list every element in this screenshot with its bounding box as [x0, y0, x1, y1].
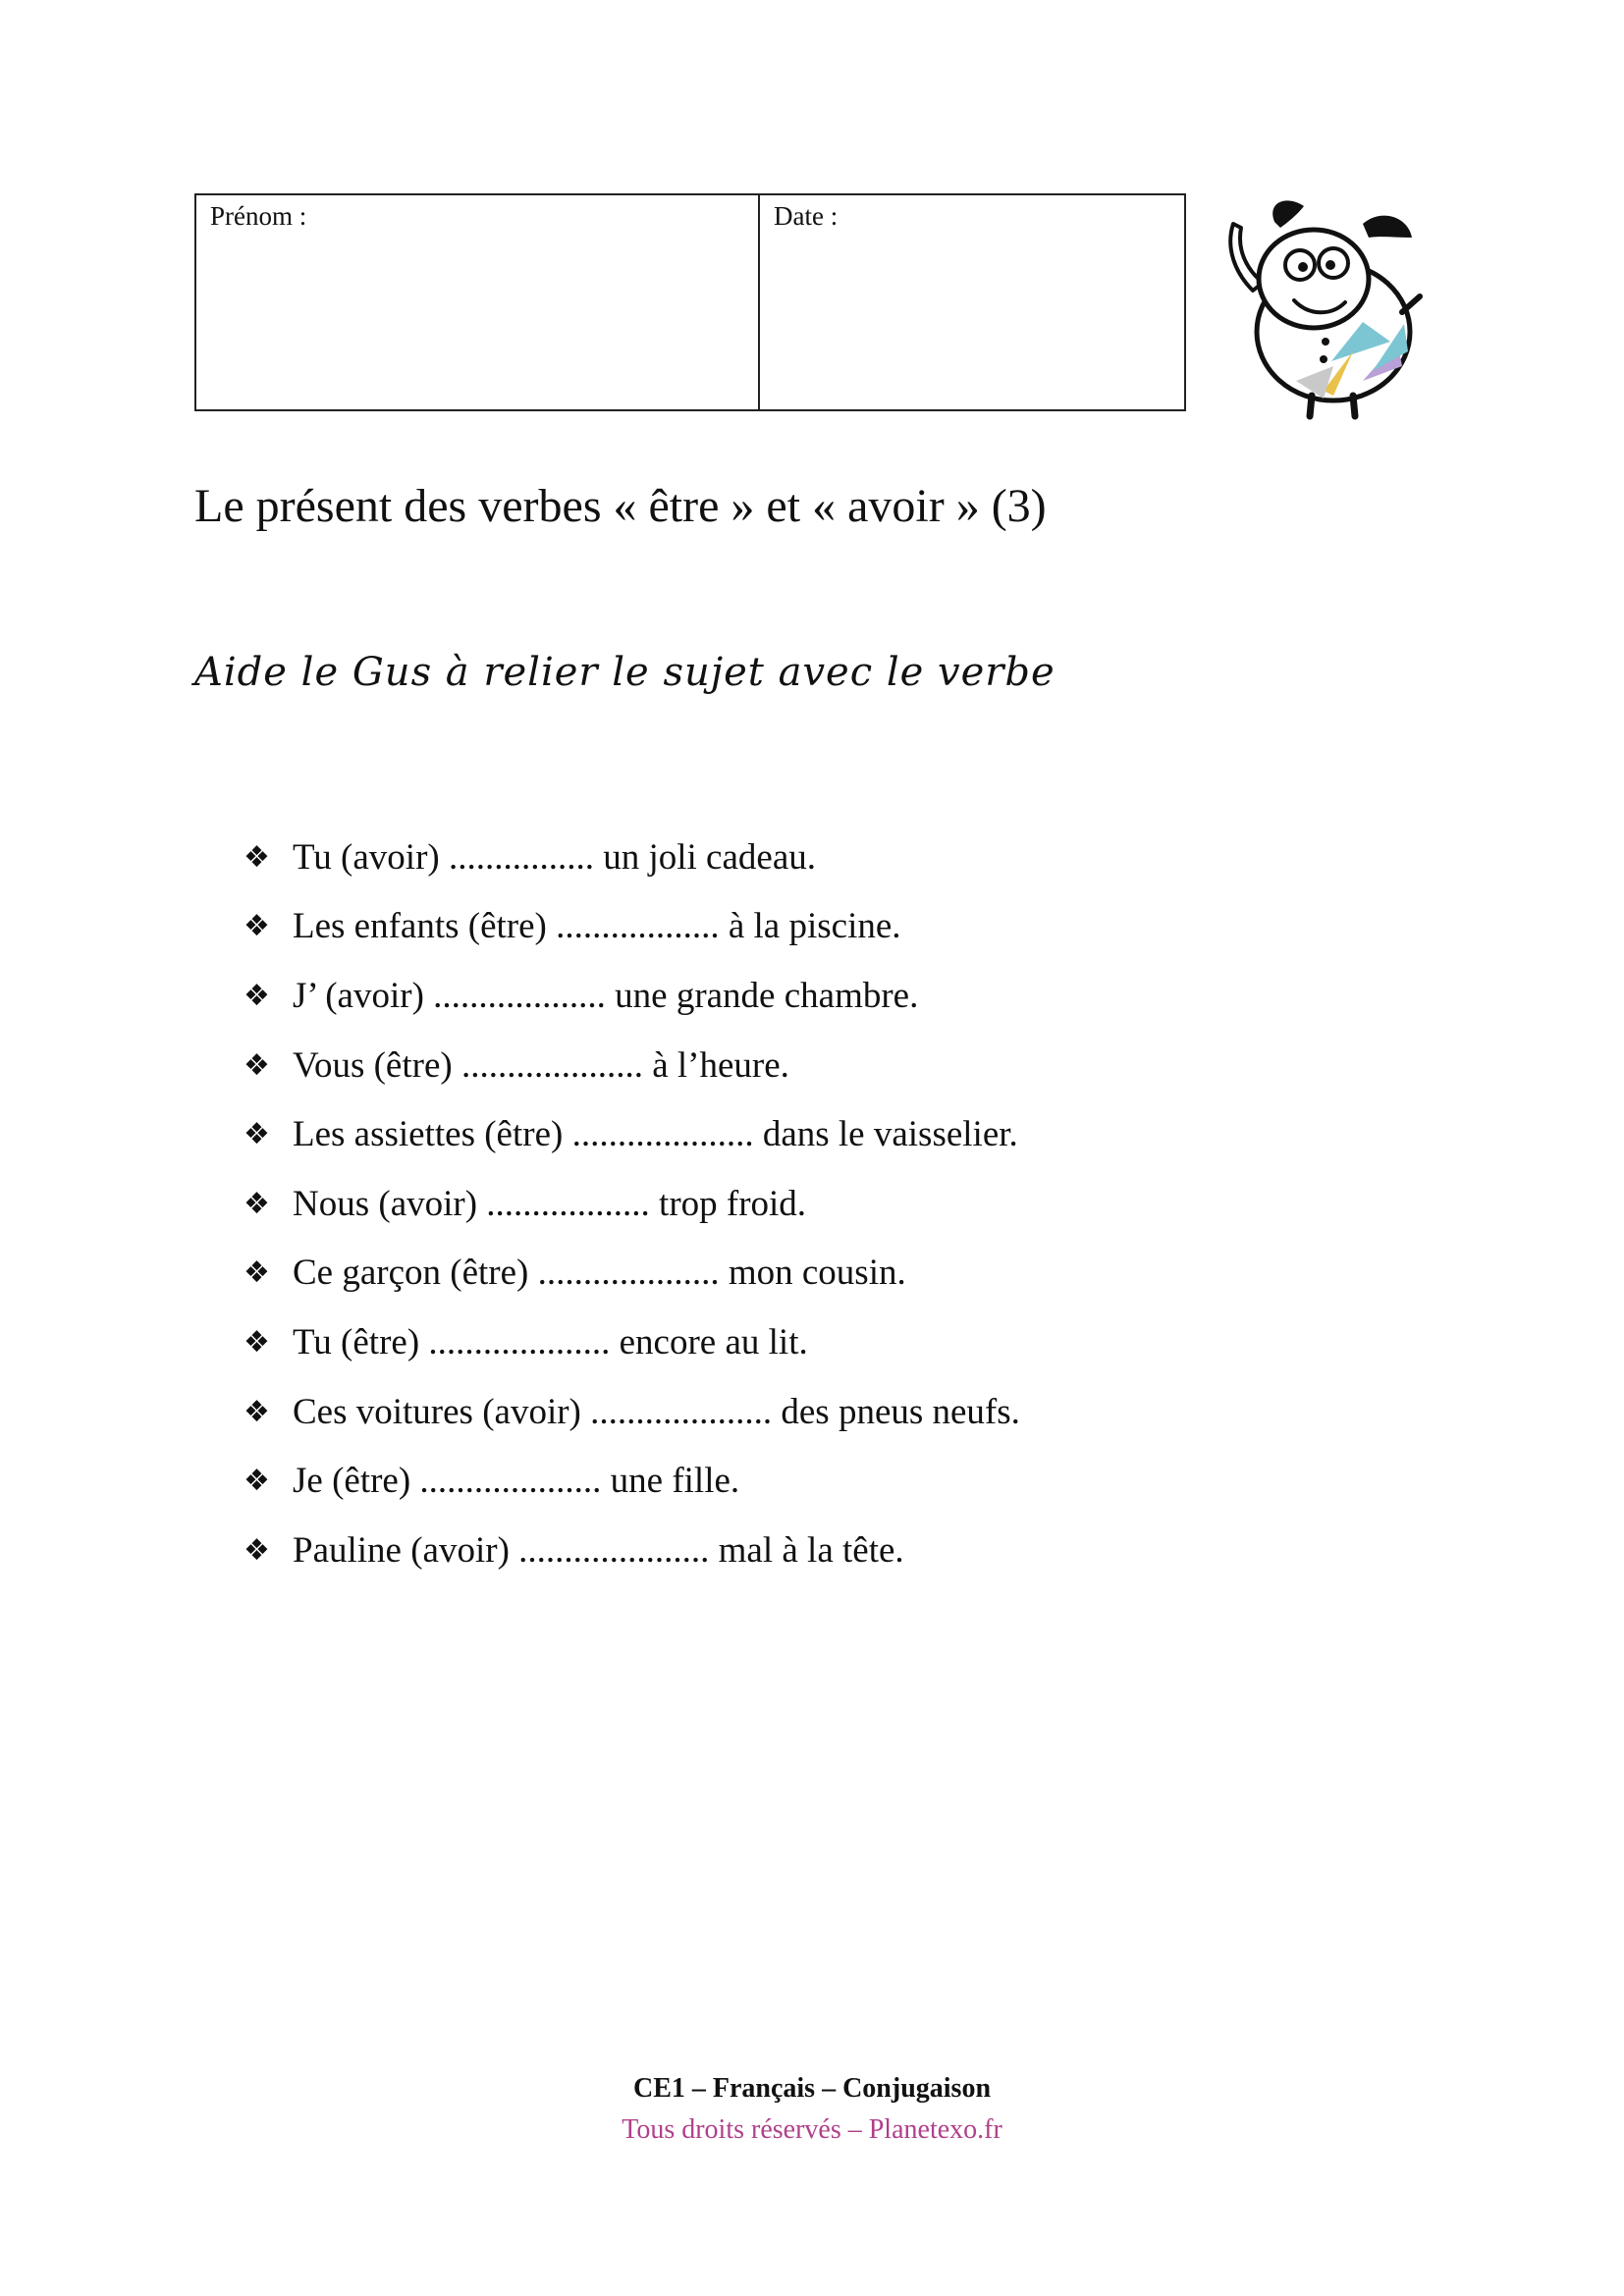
diamond-bullet-icon: ❖ — [244, 1532, 270, 1568]
exercise-sentence: J’ (avoir) ................... une grande chambre. — [293, 975, 919, 1016]
footer-rights: Tous droits réservés – Planetexo.fr — [622, 2114, 1002, 2145]
diamond-bullet-icon: ❖ — [244, 1464, 270, 1499]
name-field[interactable] — [196, 195, 760, 409]
diamond-bullet-icon: ❖ — [244, 978, 270, 1013]
exercise-item — [244, 1239, 1020, 1308]
instruction-text: Aide le Gus à relier le sujet avec le verbe — [194, 650, 1056, 695]
exercise-sentence: Nous (avoir) .................. trop froid. — [293, 1183, 807, 1224]
diamond-bullet-icon: ❖ — [244, 1047, 270, 1083]
exercise-sentence: Pauline (avoir) ..................... mal à la tête. — [293, 1529, 904, 1571]
exercise-item — [244, 1516, 1020, 1585]
diamond-bullet-icon: ❖ — [244, 1255, 270, 1291]
exercise-item — [244, 1031, 1020, 1100]
date-field[interactable] — [760, 195, 1184, 409]
exercise-item — [244, 1308, 1020, 1377]
diamond-bullet-icon: ❖ — [244, 1117, 270, 1152]
exercise-item — [244, 961, 1020, 1031]
student-info-box — [194, 193, 1186, 411]
diamond-bullet-icon: ❖ — [244, 909, 270, 944]
page-title: Le présent des verbes « être » et « avoir » (3) — [194, 480, 1047, 532]
exercise-item — [244, 1377, 1020, 1447]
exercise-sentence: Ces voitures (avoir) .................... des pneus neufs. — [293, 1391, 1020, 1432]
exercise-sentence: Les enfants (être) .................. à la piscine. — [293, 906, 901, 947]
exercise-item — [244, 1099, 1020, 1169]
gus-mascot-icon — [1216, 194, 1424, 420]
exercise-item — [244, 892, 1020, 962]
footer-course: CE1 – Français – Conjugaison — [632, 2073, 992, 2104]
exercise-list — [244, 823, 1020, 1585]
diamond-bullet-icon: ❖ — [244, 1394, 270, 1429]
exercise-sentence: Ce garçon (être) .................... mon cousin. — [293, 1253, 906, 1294]
name-label: Prénom : — [210, 201, 307, 231]
exercise-item — [244, 1169, 1020, 1239]
exercise-sentence: Vous (être) .................... à l’heure. — [293, 1044, 789, 1086]
date-label: Date : — [774, 201, 839, 231]
diamond-bullet-icon: ❖ — [244, 1324, 270, 1360]
diamond-bullet-icon: ❖ — [244, 839, 270, 875]
exercise-item — [244, 1446, 1020, 1516]
exercise-sentence: Je (être) .................... une fille. — [293, 1461, 740, 1502]
exercise-sentence: Les assiettes (être) .................... dans le vaisselier. — [293, 1114, 1018, 1155]
exercise-sentence: Tu (être) .................... encore au lit. — [293, 1321, 808, 1362]
exercise-item — [244, 823, 1020, 892]
diamond-bullet-icon: ❖ — [244, 1186, 270, 1221]
exercise-sentence: Tu (avoir) ................ un joli cadeau. — [293, 836, 816, 878]
